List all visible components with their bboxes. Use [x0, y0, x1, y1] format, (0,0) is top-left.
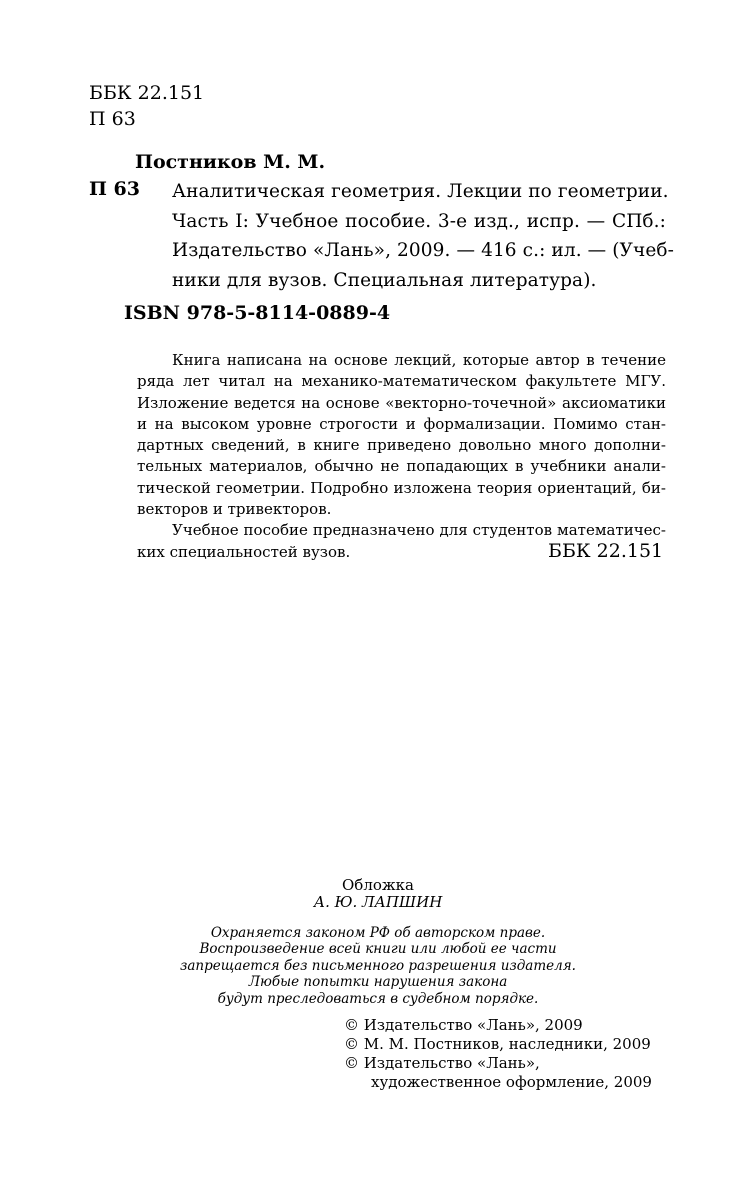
- legal-line: запрещается без письменного разрешения издателя.: [180, 957, 576, 974]
- bbk-classification-top: [89, 80, 204, 132]
- abstract-line: Книга написана на основе лекций, которые автор в течение: [172, 351, 666, 369]
- author-name: Постников М. М.: [135, 151, 326, 173]
- bbk-classification-bottom: ББК 22.151: [548, 540, 664, 562]
- bibliographic-description: [172, 177, 674, 295]
- copyright-line: © Издательство «Лань», 2009: [344, 1016, 583, 1034]
- abstract-line: Изложение ведется на основе «векторно-точечной» аксиоматики: [137, 393, 666, 412]
- abstract-line: ряда лет читал на механико-математическом факультете МГУ.: [137, 372, 666, 391]
- cover-artist-name: А. Ю. ЛАПШИН: [313, 893, 443, 911]
- copyright-notice: [0, 925, 756, 1007]
- abstract-line: тельных материалов, обычно не попадающих в учебники анали-: [137, 457, 666, 476]
- abstract: [137, 350, 666, 563]
- legal-line: Любые попытки нарушения закона: [248, 974, 508, 991]
- author-sign-code: П 63: [89, 108, 136, 130]
- legal-line: Охраняется законом РФ об авторском праве.: [210, 925, 546, 941]
- isbn: ISBN 978-5-8114-0889-4: [124, 302, 391, 324]
- description-line: ники для вузов. Специальная литература).: [172, 269, 597, 291]
- abstract-line: векторов и тривекторов.: [137, 500, 332, 519]
- description-line: Часть I: Учебное пособие. 3-е изд., испр. — СПб.:: [172, 210, 666, 232]
- description-line: Аналитическая геометрия. Лекции по геометрии.: [172, 181, 669, 202]
- copyright-line: © Издательство «Лань»,: [344, 1054, 540, 1072]
- author-mark: П 63: [89, 178, 140, 200]
- copyright-holders: [344, 1016, 652, 1092]
- bbk-code: ББК 22.151: [89, 82, 205, 104]
- abstract-line: и на высоком уровне строгости и формализации. Помимо стан-: [137, 414, 666, 433]
- legal-line: Воспроизведение всей книги или любой ее части: [199, 941, 557, 958]
- abstract-line: Учебное пособие предназначено для студентов математичес-: [172, 521, 666, 540]
- abstract-line: дартных сведений, в книге приведено довольно много дополни-: [137, 436, 666, 455]
- cover-credit-label: Обложка: [341, 876, 414, 894]
- copyright-line: © М. М. Постников, наследники, 2009: [344, 1035, 651, 1053]
- abstract-line: тической геометрии. Подробно изложена теория ориентаций, би-: [137, 478, 666, 497]
- legal-line: будут преследоваться в судебном порядке.: [217, 990, 539, 1007]
- description-line: Издательство «Лань», 2009. — 416 с.: ил. — (Учеб-: [172, 240, 674, 261]
- abstract-line: ких специальностей вузов.: [137, 542, 351, 561]
- copyright-line: художественное оформление, 2009: [371, 1073, 652, 1091]
